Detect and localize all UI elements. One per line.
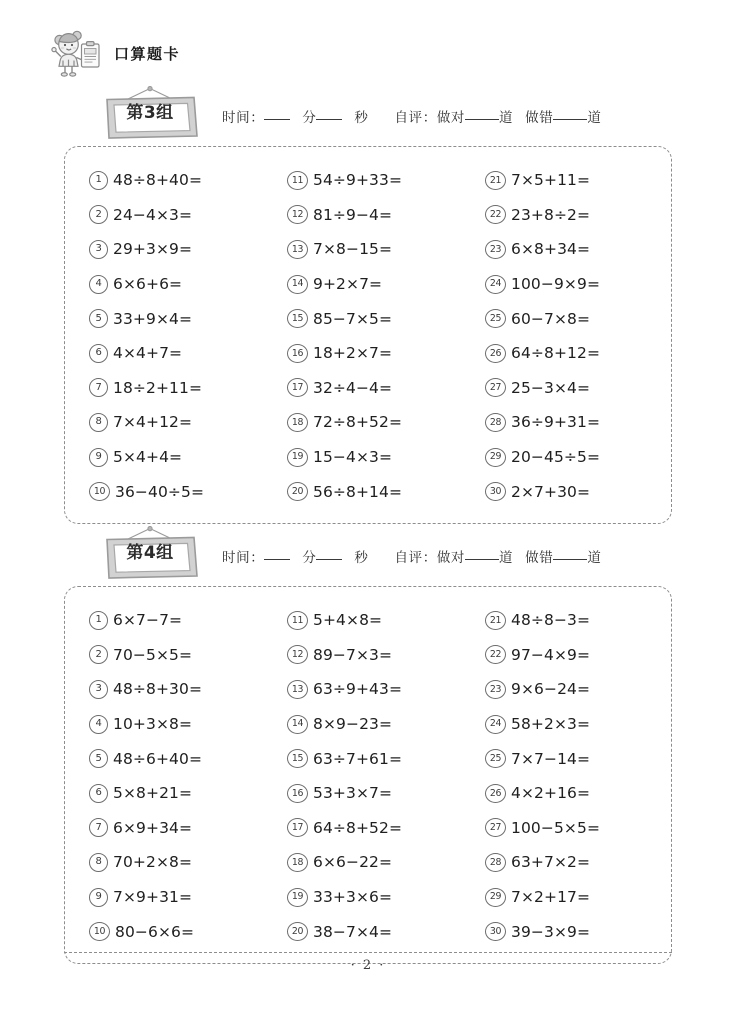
problem-item[interactable]	[265, 336, 463, 371]
problem-number: 2	[89, 645, 108, 664]
problem-expression: 5×8+21=	[113, 784, 193, 803]
problem-number: 2	[89, 205, 108, 224]
problem-expression: 4×4+7=	[113, 344, 183, 363]
problem-item[interactable]	[463, 845, 663, 880]
wrong-unit: 道	[587, 110, 602, 126]
problem-item[interactable]	[463, 914, 663, 949]
minutes-blank[interactable]	[264, 559, 290, 560]
problem-item[interactable]	[265, 603, 463, 638]
problem-expression: 6×9+34=	[113, 818, 193, 837]
problem-expression: 64÷8+52=	[313, 818, 403, 837]
problem-expression: 63÷9+43=	[313, 680, 403, 699]
problem-grid	[65, 603, 671, 949]
problem-number: 30	[485, 482, 506, 501]
problem-expression: 63÷7+61=	[313, 749, 403, 768]
problem-number: 3	[89, 240, 108, 259]
problem-expression: 36÷9+31=	[511, 413, 601, 432]
problem-expression: 25−3×4=	[511, 378, 591, 397]
problem-number: 7	[89, 378, 108, 397]
problem-number: 24	[485, 715, 506, 734]
group-header	[0, 84, 736, 146]
problem-expression: 20−45÷5=	[511, 448, 601, 467]
problem-number: 29	[485, 888, 506, 907]
group-sign-board	[98, 526, 202, 582]
problem-expression: 33+3×6=	[313, 888, 393, 907]
problem-number: 8	[89, 853, 108, 872]
problem-item[interactable]	[65, 405, 265, 440]
problem-item[interactable]	[265, 880, 463, 915]
problem-number: 30	[485, 922, 506, 941]
problem-item[interactable]	[265, 741, 463, 776]
problem-number: 14	[287, 275, 308, 294]
problem-expression: 33+9×4=	[113, 309, 193, 328]
problem-expression: 53+3×7=	[313, 784, 393, 803]
minutes-unit: 分	[302, 550, 317, 566]
problem-number: 5	[89, 309, 108, 328]
problem-item[interactable]	[65, 267, 265, 302]
problem-expression: 9+2×7=	[313, 275, 383, 294]
problem-expression: 18÷2+11=	[113, 378, 203, 397]
page-title: 口算题卡	[114, 44, 181, 63]
problem-item[interactable]	[463, 405, 663, 440]
problem-item[interactable]	[265, 914, 463, 949]
seconds-unit: 秒	[354, 110, 369, 126]
group-meta-line	[222, 546, 601, 566]
group-label: 第4组	[126, 543, 174, 563]
problem-item[interactable]	[463, 707, 663, 742]
problem-item[interactable]	[265, 371, 463, 406]
problem-number: 21	[485, 611, 506, 630]
problem-number: 19	[287, 448, 308, 467]
problem-number: 3	[89, 680, 108, 699]
problem-item[interactable]	[463, 474, 663, 509]
problem-expression: 72÷8+52=	[313, 413, 403, 432]
problem-expression: 9×6−24=	[511, 680, 591, 699]
problem-expression: 70+2×8=	[113, 853, 193, 872]
problem-number: 27	[485, 378, 506, 397]
problem-item[interactable]	[65, 811, 265, 846]
problem-expression: 8×9−23=	[313, 715, 393, 734]
page-number: · 2 ·	[350, 958, 386, 973]
problem-expression: 48÷8+40=	[113, 171, 203, 190]
problem-item[interactable]	[265, 474, 463, 509]
problem-number: 5	[89, 749, 108, 768]
problem-item[interactable]	[265, 440, 463, 475]
problem-item[interactable]	[65, 741, 265, 776]
problem-number: 6	[89, 344, 108, 363]
self-eval-label: 自评：做对	[394, 550, 466, 566]
seconds-blank[interactable]	[316, 119, 342, 120]
problem-expression: 6×6−22=	[313, 853, 393, 872]
problem-number: 25	[485, 309, 506, 328]
problem-number: 4	[89, 275, 108, 294]
problem-box	[64, 146, 672, 524]
wrong-count-blank[interactable]	[553, 559, 587, 560]
problem-item[interactable]	[65, 440, 265, 475]
problem-item[interactable]	[65, 301, 265, 336]
problem-number: 10	[89, 482, 110, 501]
problem-number: 17	[287, 818, 308, 837]
problem-number: 1	[89, 611, 108, 630]
correct-unit: 道	[499, 550, 514, 566]
problem-item[interactable]	[265, 163, 463, 198]
problem-item[interactable]	[463, 672, 663, 707]
problem-item[interactable]	[463, 440, 663, 475]
problem-item[interactable]	[463, 603, 663, 638]
problem-grid	[65, 163, 671, 509]
problem-expression: 7×4+12=	[113, 413, 193, 432]
group-meta-line	[222, 106, 601, 126]
problem-item[interactable]	[265, 405, 463, 440]
problem-expression: 6×8+34=	[511, 240, 591, 259]
minutes-unit: 分	[302, 110, 317, 126]
problem-item[interactable]	[65, 776, 265, 811]
problem-number: 1	[89, 171, 108, 190]
problem-expression: 54÷9+33=	[313, 171, 403, 190]
problem-number: 26	[485, 344, 506, 363]
problem-item[interactable]	[65, 336, 265, 371]
masthead	[46, 26, 180, 82]
problem-item[interactable]	[65, 603, 265, 638]
problem-expression: 81÷9−4=	[313, 205, 393, 224]
minutes-blank[interactable]	[264, 119, 290, 120]
problem-number: 29	[485, 448, 506, 467]
problem-item[interactable]	[463, 776, 663, 811]
footer-divider	[64, 952, 672, 953]
problem-item[interactable]	[463, 163, 663, 198]
problem-expression: 18+2×7=	[313, 344, 393, 363]
problem-expression: 2×7+30=	[511, 482, 591, 501]
problem-item[interactable]	[463, 811, 663, 846]
problem-number: 25	[485, 749, 506, 768]
problem-expression: 97−4×9=	[511, 645, 591, 664]
problem-expression: 6×7−7=	[113, 611, 183, 630]
problem-expression: 48÷8+30=	[113, 680, 203, 699]
problem-item[interactable]	[265, 845, 463, 880]
problem-item[interactable]	[65, 914, 265, 949]
problem-number: 23	[485, 680, 506, 699]
problem-item[interactable]	[265, 267, 463, 302]
problem-expression: 63+7×2=	[511, 853, 591, 872]
problem-expression: 100−5×5=	[511, 818, 601, 837]
problem-expression: 5×4+4=	[113, 448, 183, 467]
problem-expression: 85−7×5=	[313, 309, 393, 328]
problem-item[interactable]	[463, 638, 663, 673]
problem-number: 12	[287, 645, 308, 664]
problem-number: 11	[287, 171, 308, 190]
problem-expression: 70−5×5=	[113, 645, 193, 664]
problem-number: 7	[89, 818, 108, 837]
correct-count-blank[interactable]	[465, 559, 499, 560]
problem-item[interactable]	[463, 741, 663, 776]
problem-number: 9	[89, 448, 108, 467]
time-label: 时间：	[222, 110, 265, 126]
problem-item[interactable]	[265, 198, 463, 233]
problem-number: 27	[485, 818, 506, 837]
problem-number: 16	[287, 784, 308, 803]
wrong-count-blank[interactable]	[553, 119, 587, 120]
exercise-group-4	[0, 524, 736, 964]
problem-item[interactable]	[463, 232, 663, 267]
problem-expression: 60−7×8=	[511, 309, 591, 328]
problem-number: 17	[287, 378, 308, 397]
problem-item[interactable]	[265, 672, 463, 707]
problem-item[interactable]	[65, 707, 265, 742]
problem-expression: 10+3×8=	[113, 715, 193, 734]
problem-item[interactable]	[463, 880, 663, 915]
problem-expression: 6×6+6=	[113, 275, 183, 294]
problem-number: 13	[287, 680, 308, 699]
problem-expression: 7×7−14=	[511, 749, 591, 768]
problem-expression: 48÷8−3=	[511, 611, 591, 630]
group-sign-board	[98, 86, 202, 142]
problem-item[interactable]	[65, 198, 265, 233]
problem-number: 23	[485, 240, 506, 259]
problem-expression: 7×5+11=	[511, 171, 591, 190]
problem-expression: 39−3×9=	[511, 922, 591, 941]
problem-expression: 7×9+31=	[113, 888, 193, 907]
problem-item[interactable]	[265, 232, 463, 267]
problem-number: 18	[287, 413, 308, 432]
problem-expression: 7×2+17=	[511, 888, 591, 907]
wrong-unit: 道	[587, 550, 602, 566]
group-label: 第3组	[126, 103, 174, 123]
problem-expression: 7×8−15=	[313, 240, 393, 259]
problem-item[interactable]	[65, 638, 265, 673]
seconds-blank[interactable]	[316, 559, 342, 560]
problem-number: 20	[287, 482, 308, 501]
wrong-label: 做错	[525, 550, 554, 566]
problem-number: 14	[287, 715, 308, 734]
problem-number: 8	[89, 413, 108, 432]
problem-number: 18	[287, 853, 308, 872]
problem-expression: 36−40÷5=	[115, 482, 205, 501]
problem-item[interactable]	[65, 474, 265, 509]
problem-expression: 64÷8+12=	[511, 344, 601, 363]
problem-item[interactable]	[463, 371, 663, 406]
self-eval-label: 自评：做对	[394, 110, 466, 126]
wrong-label: 做错	[525, 110, 554, 126]
problem-number: 15	[287, 749, 308, 768]
problem-expression: 58+2×3=	[511, 715, 591, 734]
problem-item[interactable]	[65, 845, 265, 880]
girl-with-clipboard-icon	[46, 26, 104, 82]
problem-item[interactable]	[463, 301, 663, 336]
problem-number: 28	[485, 853, 506, 872]
seconds-unit: 秒	[354, 550, 369, 566]
problem-number: 26	[485, 784, 506, 803]
problem-number: 28	[485, 413, 506, 432]
problem-box	[64, 586, 672, 964]
problem-expression: 29+3×9=	[113, 240, 193, 259]
problem-expression: 24−4×3=	[113, 205, 193, 224]
problem-item[interactable]	[65, 163, 265, 198]
problem-item[interactable]	[265, 811, 463, 846]
problem-number: 6	[89, 784, 108, 803]
problem-expression: 4×2+16=	[511, 784, 591, 803]
problem-number: 22	[485, 645, 506, 664]
problem-expression: 23+8÷2=	[511, 205, 591, 224]
problem-number: 22	[485, 205, 506, 224]
correct-unit: 道	[499, 110, 514, 126]
problem-number: 16	[287, 344, 308, 363]
problem-number: 4	[89, 715, 108, 734]
problem-item[interactable]	[265, 301, 463, 336]
problem-expression: 15−4×3=	[313, 448, 393, 467]
problem-item[interactable]	[65, 371, 265, 406]
problem-number: 24	[485, 275, 506, 294]
problem-number: 11	[287, 611, 308, 630]
problem-expression: 89−7×3=	[313, 645, 393, 664]
problem-item[interactable]	[265, 707, 463, 742]
problem-number: 10	[89, 922, 110, 941]
exercise-group-3	[0, 84, 736, 524]
problem-expression: 48÷6+40=	[113, 749, 203, 768]
problem-item[interactable]	[65, 232, 265, 267]
problem-item[interactable]	[463, 267, 663, 302]
problem-number: 20	[287, 922, 308, 941]
problem-expression: 56÷8+14=	[313, 482, 403, 501]
problem-item[interactable]	[463, 198, 663, 233]
problem-expression: 32÷4−4=	[313, 378, 393, 397]
problem-item[interactable]	[65, 880, 265, 915]
problem-expression: 5+4×8=	[313, 611, 383, 630]
problem-expression: 100−9×9=	[511, 275, 601, 294]
problem-item[interactable]	[463, 336, 663, 371]
correct-count-blank[interactable]	[465, 119, 499, 120]
problem-number: 21	[485, 171, 506, 190]
problem-number: 9	[89, 888, 108, 907]
problem-item[interactable]	[265, 638, 463, 673]
problem-number: 19	[287, 888, 308, 907]
problem-expression: 80−6×6=	[115, 922, 195, 941]
problem-number: 12	[287, 205, 308, 224]
problem-number: 15	[287, 309, 308, 328]
problem-expression: 38−7×4=	[313, 922, 393, 941]
group-header	[0, 524, 736, 586]
problem-item[interactable]	[65, 672, 265, 707]
problem-number: 13	[287, 240, 308, 259]
time-label: 时间：	[222, 550, 265, 566]
problem-item[interactable]	[265, 776, 463, 811]
